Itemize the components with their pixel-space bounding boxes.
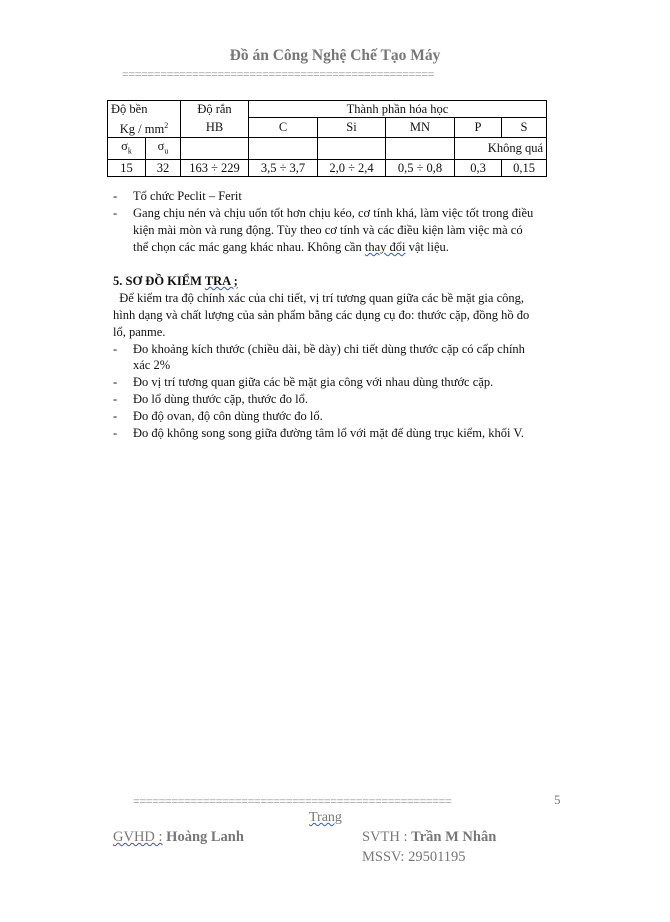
student-id: MSSV: 29501195	[362, 849, 466, 865]
cell: 15	[108, 160, 146, 177]
cell: 3,5 ÷ 3,7	[249, 160, 318, 177]
table-row	[108, 160, 547, 177]
footer-rule: ==================================================	[133, 794, 452, 808]
cell-max: Không quá	[455, 137, 547, 160]
student: SVTH : Trần M Nhân	[362, 829, 497, 845]
cell-hb: HB	[181, 118, 249, 138]
cell-composition: Thành phần hóa học	[249, 101, 547, 118]
cell-sigma-k: $\sigma_k$	[108, 137, 146, 160]
cell-c: C	[249, 118, 318, 138]
page-label: Trang	[309, 810, 342, 825]
cell-unit: Kg / $mm^2$	[108, 118, 181, 138]
cell: 163 ÷ 229	[181, 160, 249, 177]
material-table	[107, 100, 547, 177]
cell: 32	[146, 160, 181, 177]
page-number: 5	[554, 792, 561, 807]
cell-si: Si	[318, 118, 386, 138]
supervisor: GVHD : Hoàng Lanh	[113, 829, 244, 845]
paragraph-line: Để kiểm tra độ chính xác của chi tiết, vị trí tương quan giữa các bề mặt gia công,	[113, 291, 524, 305]
document-page: Đồ án Công Nghệ Chế Tạo Máy ================================================= Độ bền Độ rắn Thành phần hóa học Kg / $mm^2$ HB C Si MN P S $\sigma_k$ $\sigma_u$ Không quá 15 32 163 ÷ 229 3,5 ÷ 3,7 2,0 ÷ 2,4 0,5 ÷ 0,8 0,3 0,15 - Tổ chức Peclit – Ferit - Gang chịu nén và chịu uốn tốt hơn chịu kéo, cơ tính khá, làm việc tốt trong điều kiện mài mòn và rung động. Tùy theo cơ tính và các điều kiện làm việc mà có thể chọn các mác gang khác nhau. Không cần thay đổi vật liệu. 5. SƠ ĐỒ KIỂM TRA ; Để kiểm tra độ chính xác của chi tiết, vị trí tương quan giữa các bề mặt gia công, hình dạng và chất lượng của sản phẩm bằng các dụng cụ đo: thước cặp, đồng hồ đo lổ, panme. - Đo khoảng kích thước (chiều dài, bề dày) chi tiết dùng thước cặp có cấp chính xác 2% - Đo vị trí tương quan giữa các bề mặt gia công với nhau dùng thước cặp. - Đo lổ dùng thước cặp, thước đo lổ. - Đo độ ovan, độ côn dùng thước đo lổ. - Đo độ không song song giữa đường tâm lổ với mặt đế dùng trục kiểm, khối V. ================================================== 5 Trang GVHD : Hoàng Lanh SVTH : Trần M Nhân MSSV: 29501195	[0, 0, 670, 922]
cell: 0,15	[502, 160, 547, 177]
cell-hardness: Độ rắn	[181, 101, 249, 118]
cell: 0,3	[455, 160, 502, 177]
paragraph-line: hình dạng và chất lượng của sản phẩm bằng các dụng cụ đo: thước cặp, đồng hồ đo	[113, 308, 530, 322]
cell: 0,5 ÷ 0,8	[386, 160, 455, 177]
cell-s: S	[502, 118, 547, 138]
section-title: 5. SƠ ĐỒ KIỂM TRA ;	[113, 274, 238, 288]
paragraph-line: lổ, panme.	[113, 325, 166, 339]
cell-p: P	[455, 118, 502, 138]
header-rule: =================================================	[122, 67, 435, 81]
header-title: Đồ án Công Nghệ Chế Tạo Máy	[229, 47, 441, 64]
cell-strength: Độ bền	[108, 101, 181, 118]
cell-mn: MN	[386, 118, 455, 138]
cell: 2,0 ÷ 2,4	[318, 160, 386, 177]
cell-sigma-u: $\sigma_u$	[146, 137, 181, 160]
